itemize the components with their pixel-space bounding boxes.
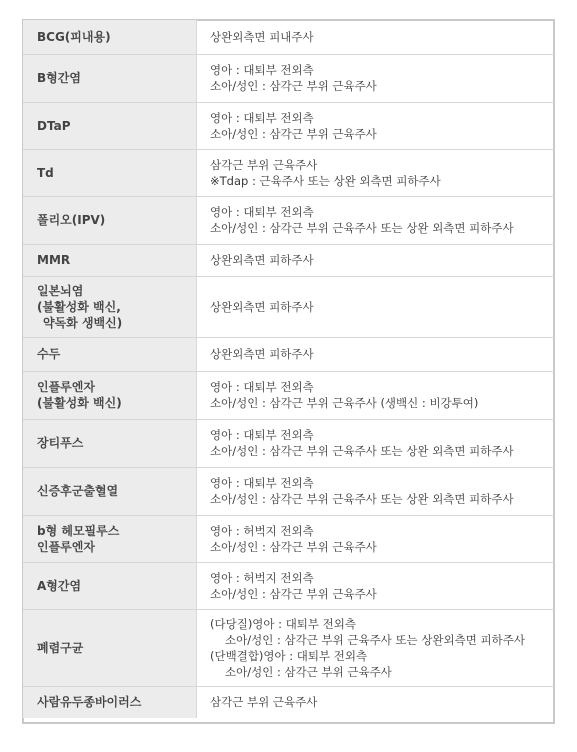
table-row [23, 686, 554, 718]
injection-method-line: 삼각근 부위 근육주사 [210, 695, 318, 710]
injection-method-line: 소아/성인 : 삼각근 부위 근육주사 [225, 664, 392, 679]
injection-method-line: 소아/성인 : 삼각근 부위 근육주사 [210, 126, 377, 141]
injection-method-line: 소아/성인 : 삼각근 부위 근육주사 [210, 79, 377, 93]
vaccine-name-cell [23, 54, 197, 102]
vaccine-name-line: A형간염 [37, 578, 82, 593]
vaccine-name-cell [23, 515, 197, 562]
vaccine-name-cell [23, 196, 197, 244]
table-row [23, 102, 554, 149]
vaccine-name-cell [23, 686, 197, 718]
vaccine-name-line: 일본뇌염 [37, 283, 84, 298]
injection-method-line: 영아 : 대퇴부 전외측 [210, 428, 314, 442]
vaccine-name-line: 신증후군출혈열 [37, 484, 119, 498]
injection-method-line: 영아 : 대퇴부 전외측 [210, 63, 314, 77]
vaccine-name-cell [23, 276, 197, 337]
injection-method-line: ※Tdap : 근육주사 또는 상완 외측면 피하주사 [210, 173, 441, 188]
vaccination-method-table [23, 20, 554, 718]
table-row [23, 609, 554, 686]
injection-method-line: 소아/성인 : 삼각근 부위 근육주사 또는 상완 외측면 피하주사 [210, 221, 514, 235]
injection-method-cell [197, 686, 555, 718]
injection-method-line: 영아 : 허벅지 전외측 [210, 523, 314, 538]
vaccine-name-cell [23, 371, 197, 419]
vaccine-name-cell [23, 337, 197, 371]
table-body [23, 20, 554, 718]
table-row [23, 562, 554, 609]
injection-method-cell [197, 371, 555, 419]
injection-method-line: 소아/성인 : 삼각근 부위 근육주사 (생백신 : 비강투여) [210, 396, 479, 410]
vaccine-name-line: 수두 [37, 347, 61, 361]
vaccine-name-line: MMR [37, 253, 71, 267]
vaccine-name-line: DTaP [37, 118, 71, 133]
injection-method-line: 소아/성인 : 삼각근 부위 근육주사 또는 상완외측면 피하주사 [225, 632, 525, 647]
injection-method-line: 소아/성인 : 삼각근 부위 근육주사 또는 상완 외측면 피하주사 [210, 444, 514, 458]
injection-method-cell [197, 149, 555, 196]
vaccine-name-cell [23, 419, 197, 467]
injection-method-cell [197, 515, 555, 562]
table-row [23, 276, 554, 337]
vaccine-name-line: 인플루엔자 [37, 539, 95, 554]
injection-method-line: 상완외측면 피하주사 [210, 253, 314, 267]
injection-method-cell [197, 467, 555, 515]
table-row [23, 149, 554, 196]
table-row [23, 196, 554, 244]
injection-method-line: 삼각근 부위 근육주사 [210, 157, 318, 172]
injection-method-cell [197, 419, 555, 467]
table-row [23, 371, 554, 419]
vaccine-name-line: BCG(피내용) [37, 29, 111, 44]
injection-method-cell [197, 609, 555, 686]
injection-method-cell [197, 562, 555, 609]
vaccine-name-line: (불활성화 백신, [37, 299, 121, 314]
injection-method-line: 상완외측면 피하주사 [210, 299, 314, 314]
vaccine-name-line: 장티푸스 [37, 436, 84, 450]
injection-method-cell [197, 244, 555, 276]
vaccine-name-cell [23, 609, 197, 686]
injection-method-line: (단백결합)영아 : 대퇴부 전외측 [210, 648, 368, 663]
injection-method-line: 영아 : 대퇴부 전외측 [210, 380, 314, 394]
table-row [23, 244, 554, 276]
vaccine-name-line: B형간염 [37, 71, 81, 85]
injection-method-cell [197, 337, 555, 371]
table-row [23, 54, 554, 102]
vaccine-name-line: 폴리오(IPV) [37, 213, 106, 227]
injection-method-cell [197, 20, 555, 54]
vaccine-name-line: (불활성화 백신) [37, 396, 122, 410]
injection-method-line: 소아/성인 : 삼각근 부위 근육주사 또는 상완 외측면 피하주사 [210, 492, 514, 506]
injection-method-line: 영아 : 대퇴부 전외측 [210, 476, 314, 490]
vaccine-name-line: b형 헤모필루스 [37, 523, 120, 538]
injection-method-line: 영아 : 허벅지 전외측 [210, 570, 314, 585]
vaccine-name-line: 약독화 생백신) [43, 315, 123, 330]
table-row [23, 20, 554, 54]
vaccine-name-line: 사람유두종바이러스 [37, 695, 142, 710]
vaccine-name-line: 폐렴구균 [37, 640, 84, 655]
vaccine-name-line: Td [37, 165, 54, 180]
injection-method-line: 영아 : 대퇴부 전외측 [210, 205, 314, 219]
vaccine-name-cell [23, 562, 197, 609]
injection-method-cell [197, 196, 555, 244]
injection-method-cell [197, 276, 555, 337]
vaccine-name-cell [23, 467, 197, 515]
vaccine-name-cell [23, 102, 197, 149]
injection-method-cell [197, 54, 555, 102]
injection-method-line: (다당질)영아 : 대퇴부 전외측 [210, 616, 357, 631]
injection-method-line: 상완외측면 피내주사 [210, 29, 314, 44]
table-row [23, 419, 554, 467]
vaccine-name-cell [23, 20, 197, 54]
table-row [23, 337, 554, 371]
injection-method-line: 영아 : 대퇴부 전외측 [210, 110, 314, 125]
injection-method-line: 소아/성인 : 삼각근 부위 근육주사 [210, 586, 377, 601]
injection-method-line: 상완외측면 피하주사 [210, 347, 314, 361]
vaccine-name-line: 인플루엔자 [37, 380, 95, 394]
table-row [23, 467, 554, 515]
table-row [23, 515, 554, 562]
injection-method-line: 소아/성인 : 삼각근 부위 근육주사 [210, 539, 377, 554]
injection-method-cell [197, 102, 555, 149]
vaccine-name-cell [23, 244, 197, 276]
vaccine-name-cell [23, 149, 197, 196]
